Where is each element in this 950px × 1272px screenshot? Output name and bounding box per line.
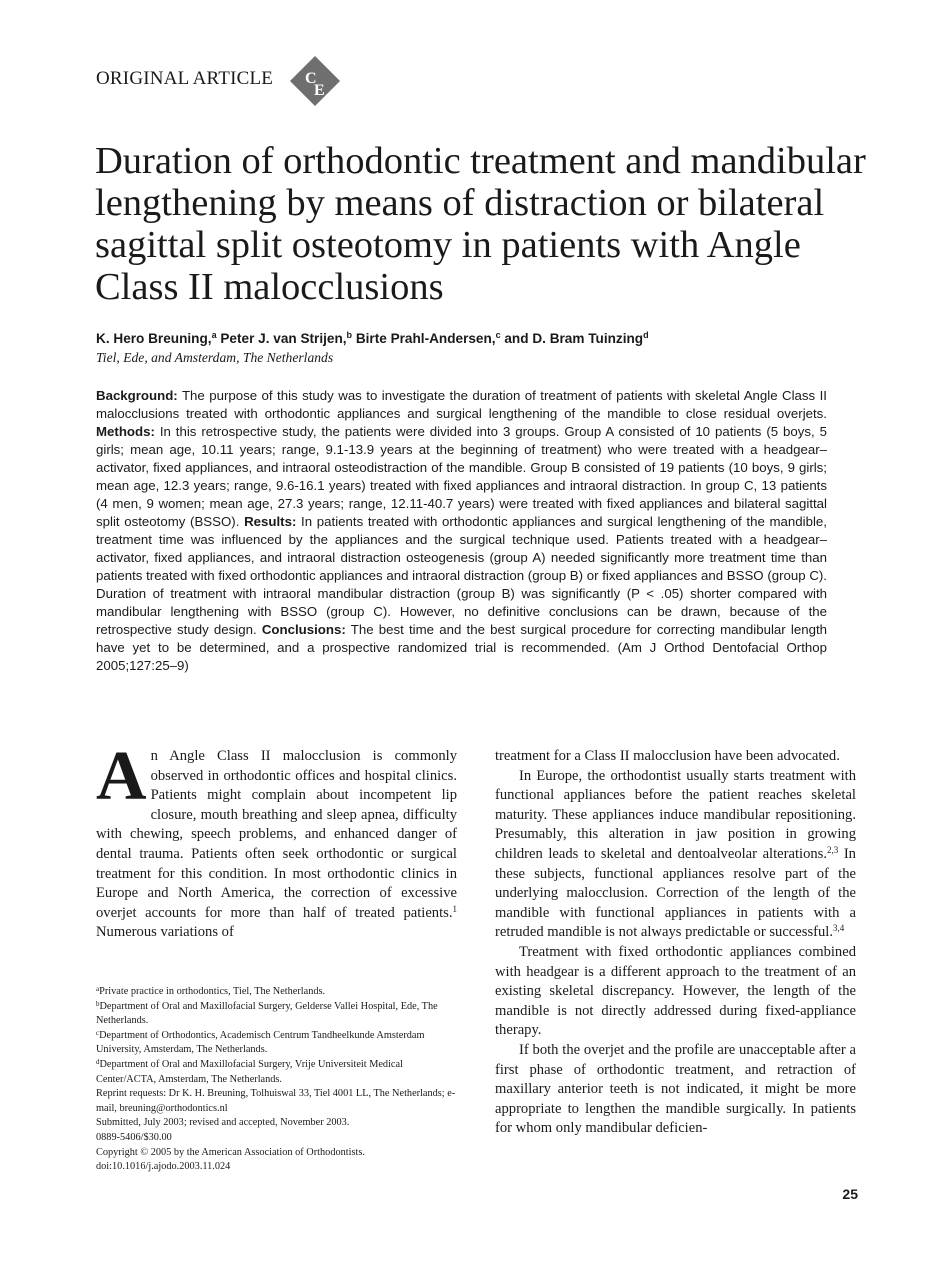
footnote-mark: a [96,985,100,993]
paragraph-text: In Europe, the orthodontist usually starts treatment with functional appliances before the patient reaches skeletal maturity. These appliances induce mandibular repositioning. Presumably, this alteration in jaw position in growing children leads to skeletal and dentoalveolar alterations. [495,767,856,862]
abstract-conclusions-text: The best time and the best surgical procedure for correcting mandibular length have yet to be determined, and a prospective randomized trial is recommended. (Am J Orthod Dentofacial Orthop 2005;127:25–9) [96,622,827,673]
abstract-methods-text: In this retrospective study, the patients were divided into 3 groups. Group A consisted of 10 patients (5 boys, 5 girls; mean age, 10.11 years; range, 9.1-13.9 years at the beginning of treatment) who were treated with a headgear–activator, fixed appliances, and intraoral osteodistraction of the mandible. Group B consisted of 19 patients (10 boys, 9 girls; mean age, 12.3 years; range, 9.6-16.1 years) treated with fixed appliances and intraoral distraction. In group C, 13 patients (4 men, 9 women; mean age, 27.3 years; range, 12.11-40.7 years) were treated with fixed appliances and bilateral sagittal split osteotomy (BSSO). [96,424,827,529]
reprint-requests: Reprint requests: Dr K. H. Breuning, Tolhuiswal 33, Tiel 4001 LL, The Netherlands; e-mail, breuning@orthodontics.nl [96,1088,456,1114]
footnote-text: Department of Oral and Maxillofacial Surgery, Vrije Universiteit Medical Center/ACTA, Amsterdam, The Netherlands. [96,1058,403,1085]
body-paragraph: treatment for a Class II malocclusion have been advocated. [495,748,840,764]
author-affiliation-mark: c [495,330,501,340]
badge-letter-c: C [305,70,317,87]
body-paragraph [96,738,457,943]
issn-price: 0889-5406/$30.00 [96,1131,172,1143]
footnote [96,985,457,1000]
citation-ref: 3,4 [832,923,845,934]
abstract-background-text: The purpose of this study was to investigate the duration of treatment of patients with skeletal Angle Class II malocclusions treated with orthodontic appliances and surgical lengthening of the mandible to close residual overjets. [96,388,827,421]
abstract-background-label: Background: [96,388,178,403]
body-paragraph [495,767,856,943]
abstract-results-text: In patients treated with orthodontic appliances and surgical lengthening of the mandible, treatment time was influenced by the appliances and the surgical technique used. Patients treated with a headgear–activator, fixed appliances, and intraoral distraction osteogenesis (group A) needed significantly more treatment time than patients treated with fixed orthodontic appliances and intraoral distraction (group B) or fixed appliances and BSSO (group C). Duration of treatment with intraoral mandibular distraction (group B) was significantly (P < .05) shorter compared with mandibular lengthening with BSSO (group C). However, no definitive conclusions can be drawn, because of the retrospective study design. [96,514,827,637]
author-affiliation-mark: b [346,330,353,340]
abstract [96,387,827,675]
paragraph-text: Numerous variations of [96,924,234,941]
body-column-right [495,747,856,1139]
paragraph-text: In these subjects, functional appliances resolve part of the underlying malocclusion. Correction of the length of the mandible with functional appliances in patients with a retruded mandible is not always predictable or successful. [495,845,856,941]
paragraph-text: n Angle Class II malocclusion is commonly observed in orthodontic offices and hospital clinics. Patients might complain about incompetent lip closure, mouth breathing and sleep apnea, difficulty with chewing, speech problems, and enhanced danger of dental trauma. Patients often seek orthodontic or surgical treatment for this condition. In most orthodontic clinics in Europe and North America, the correction of excessive overjet accounts for more than half of treated patients. [96,748,457,921]
ce-badge-icon [289,55,341,107]
footnotes [96,985,457,1175]
footnote-mark: b [96,999,100,1008]
author-affiliation-mark: d [643,330,649,340]
copyright: Copyright © 2005 by the American Association of Orthodontists. [96,1146,365,1158]
citation-ref: 2,3 [827,844,839,855]
footnote-text: Department of Oral and Maxillofacial Surgery, Gelderse Vallei Hospital, Ede, The Netherlands. [96,1000,438,1027]
page-number: 25 [842,1186,858,1202]
article-title: Duration of orthodontic treatment and mandibular lengthening by means of distraction or bilateral sagittal split osteotomy in patients with Angle Class II malocclusions [95,140,866,308]
footnote-mark: d [96,1057,100,1066]
abstract-results-label: Results: [244,514,297,529]
abstract-conclusions-label: Conclusions: [261,622,346,637]
body-paragraph: If both the overjet and the profile are unacceptable after a first phase of orthodontic treatment, and retraction of maxillary anterior teeth is not indicated, it might be more appropriate to lengthen the mandible surgically. In patients for whom only mandibular deficien- [495,1041,856,1137]
drop-cap: A [96,738,147,815]
badge-letter-e: E [314,82,325,99]
author-name: Birte Prahl-Andersen, [355,331,496,346]
submission-dates: Submitted, July 2003; revised and accepted, November 2003. [96,1117,350,1129]
citation-ref: 1 [452,903,457,914]
author-affiliation-mark: a [211,330,217,340]
author-list [96,330,649,346]
footnote [96,1029,457,1058]
section-label: ORIGINAL ARTICLE [96,68,274,89]
author-name: and D. Bram Tuinzing [504,331,644,346]
footnote-text: Private practice in orthodontics, Tiel, The Netherlands. [99,986,326,997]
author-name: K. Hero Breuning, [96,331,212,346]
footnote [96,1000,457,1029]
footnote-text: Department of Orthodontics, Academisch Centrum Tandheelkunde Amsterdam University, Amsterdam, The Netherlands. [96,1029,425,1056]
author-name: Peter J. van Strijen, [220,331,347,346]
footnote-mark: c [96,1028,100,1037]
author-locations: Tiel, Ede, and Amsterdam, The Netherlands [96,350,334,365]
abstract-methods-label: Methods: [96,424,155,439]
doi: doi:10.1016/j.ajodo.2003.11.024 [96,1161,231,1173]
body-paragraph: Treatment with fixed orthodontic appliances combined with headgear is a different approach to the treatment of an existing skeletal discrepancy. However, the length of the mandible is not directly addressed during fixed-appliance therapy. [495,943,856,1039]
footnote [96,1058,457,1087]
body-column-left [96,738,457,943]
